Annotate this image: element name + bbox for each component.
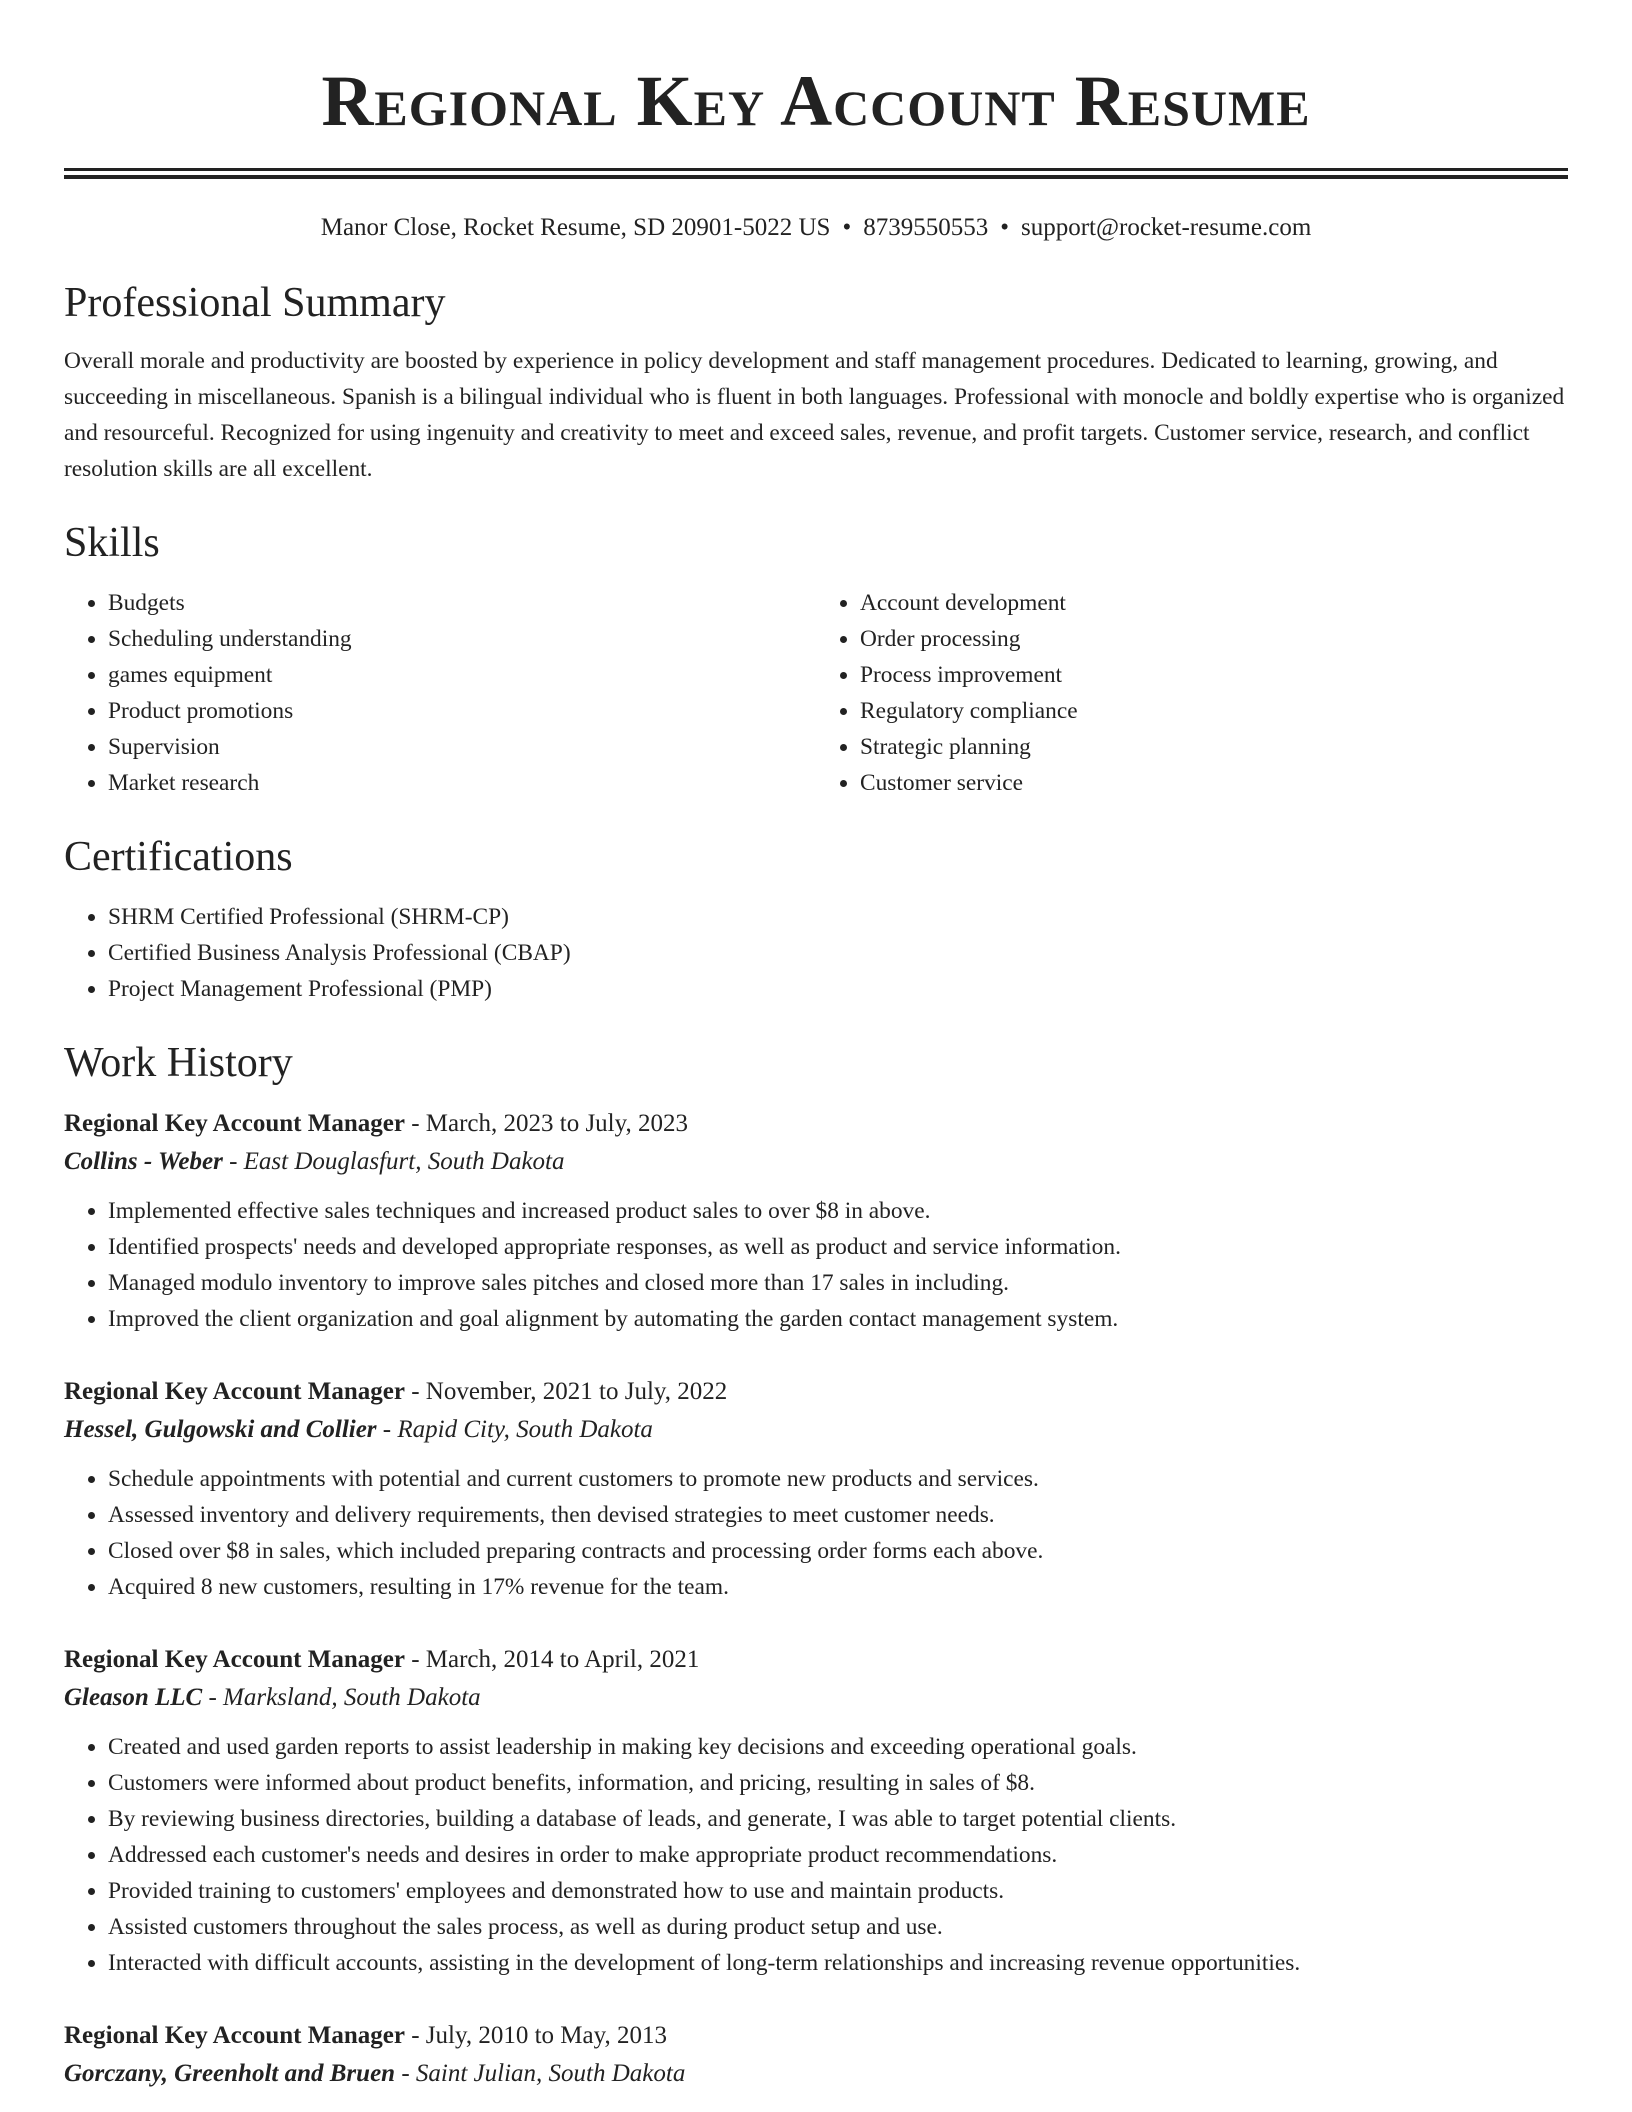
job-dates: March, 2014 to April, 2021 (425, 1646, 700, 1673)
duty-item: • Provided training to customers' employees and demonstrated how to use and maintain products. (108, 1873, 1568, 1909)
duty-item: • Schedule appointments with potential and current customers to promote new products and services. (108, 1461, 1568, 1497)
job-dates: July, 2010 to May, 2013 (425, 2022, 667, 2049)
job-employer: Gorczany, Greenholt and Bruen - Saint Julian, South Dakota (64, 2060, 686, 2087)
duty-item: • Improved the client organization and goal alignment by automating the garden contact management system. (108, 1301, 1568, 1337)
duty-item: • Managed modulo inventory to improve sales pitches and closed more than 17 sales in including. (108, 1265, 1568, 1301)
summary-text: Overall morale and productivity are boosted by experience in policy development and staff management procedures. Dedicated to learning, growing, and succeeding in miscellaneous. Spanish is a bilingual individual who is fluent in both languages. Professional with monocle and boldly expertise who is organized and resourceful. Recognized for using ingenuity and creativity to meet and exceed sales, revenue, and profit targets. Customer service, research, and conflict resolution skills are all excellent. (64, 348, 1565, 482)
job-location: Rapid City, South Dakota (397, 1416, 653, 1443)
job-title: Regional Key Account Manager (64, 2022, 405, 2049)
job-title: Regional Key Account Manager (64, 1110, 405, 1137)
skill-item: • Budgets (108, 585, 816, 621)
resume-page (64, 0, 1568, 2093)
skills-left-list (64, 585, 816, 801)
job-header: Regional Key Account Manager - March, 2023 to July, 2023 (64, 1110, 689, 1137)
job-duties (64, 1461, 1568, 1605)
duty-item: • Acquired 8 new customers, resulting in 17% revenue for the team. (108, 1569, 1568, 1605)
job-company: Gorczany, Greenholt and Bruen (64, 2060, 396, 2087)
job-title: Regional Key Account Manager (64, 1378, 405, 1405)
job-duties (64, 1193, 1568, 1337)
duty-item: • Assisted customers throughout the sales process, as well as during product setup and use. (108, 1909, 1568, 1945)
job-employer: Hessel, Gulgowski and Collier - Rapid City, South Dakota (64, 1416, 653, 1443)
duty-item: • Assessed inventory and delivery requirements, then devised strategies to meet customer needs. (108, 1497, 1568, 1533)
skill-item: • Order processing (860, 621, 1568, 657)
contact-phone: 8739550553 (863, 214, 989, 241)
job-employer: Collins - Weber - East Douglasfurt, South Dakota (64, 1148, 565, 1175)
contact-email[interactable]: support@rocket-resume.com (1020, 214, 1312, 241)
duty-item: • Identified prospects' needs and developed appropriate responses, as well as product and service information. (108, 1229, 1568, 1265)
skill-item: • games equipment (108, 657, 816, 693)
job-dates: March, 2023 to July, 2023 (425, 1110, 689, 1137)
skill-item: • Supervision (108, 729, 816, 765)
job-header: Regional Key Account Manager - July, 2010 to May, 2013 (64, 2022, 667, 2049)
job-entry (64, 1373, 1568, 1605)
job-header: Regional Key Account Manager - November, 2021 to July, 2022 (64, 1378, 728, 1405)
job-dates: November, 2021 to July, 2022 (425, 1378, 728, 1405)
skill-item: • Strategic planning (860, 729, 1568, 765)
certification-item: • Project Management Professional (PMP) (108, 971, 1568, 1007)
job-header: Regional Key Account Manager - March, 2014 to April, 2021 (64, 1646, 700, 1673)
job-location: East Douglasfurt, South Dakota (243, 1148, 565, 1175)
summary-heading: Professional Summary (64, 280, 446, 326)
job-company: Gleason LLC (64, 1684, 203, 1711)
summary-section (64, 277, 1568, 487)
job-entry (64, 1641, 1568, 1981)
certifications-list (64, 899, 1568, 1007)
duty-item: • Implemented effective sales techniques and increased product sales to over $8 in above. (108, 1193, 1568, 1229)
contact-separator: • (842, 214, 852, 241)
job-company: Hessel, Gulgowski and Collier (64, 1416, 377, 1443)
skills-heading: Skills (64, 520, 160, 566)
skill-item: • Scheduling understanding (108, 621, 816, 657)
certification-item: • Certified Business Analysis Professional (CBAP) (108, 935, 1568, 971)
certification-item: • SHRM Certified Professional (SHRM-CP) (108, 899, 1568, 935)
skill-item: • Account development (860, 585, 1568, 621)
job-duties (64, 1729, 1568, 1981)
duty-item: • Created and used garden reports to assist leadership in making key decisions and exceeding operational goals. (108, 1729, 1568, 1765)
job-company: Collins - Weber (64, 1148, 223, 1175)
skills-right-list (816, 585, 1568, 801)
duty-item: • Customers were informed about product benefits, information, and pricing, resulting in sales of $8. (108, 1765, 1568, 1801)
contact-separator: • (1000, 214, 1009, 241)
certifications-section (64, 831, 1568, 1007)
skill-item: • Process improvement (860, 657, 1568, 693)
work-history-heading: Work History (64, 1040, 293, 1086)
skill-item: • Regulatory compliance (860, 693, 1568, 729)
job-employer: Gleason LLC - Marksland, South Dakota (64, 1684, 481, 1711)
job-entry (64, 2017, 1568, 2093)
skill-item: • Product promotions (108, 693, 816, 729)
job-entry (64, 1105, 1568, 1337)
title-divider (64, 168, 1568, 179)
duty-item: • Interacted with difficult accounts, assisting in the development of long-term relationships and increasing revenue opportunities. (108, 1945, 1568, 1981)
job-location: Marksland, South Dakota (223, 1684, 481, 1711)
duty-item: • Addressed each customer's needs and desires in order to make appropriate product recommendations. (108, 1837, 1568, 1873)
duty-item: • Closed over $8 in sales, which included preparing contracts and processing order forms each above. (108, 1533, 1568, 1569)
skill-item: • Market research (108, 765, 816, 801)
duty-item: • By reviewing business directories, building a database of leads, and generate, I was able to target potential clients. (108, 1801, 1568, 1837)
skill-item: • Customer service (860, 765, 1568, 801)
contact-line (64, 211, 1568, 245)
skills-columns (64, 585, 1568, 801)
skills-section (64, 517, 1568, 801)
job-location: Saint Julian, South Dakota (415, 2060, 686, 2087)
page-title: Regional Key Account Resume (321, 61, 1311, 141)
contact-address: Manor Close, Rocket Resume, SD 20901-5022 US (320, 214, 831, 241)
job-title: Regional Key Account Manager (64, 1646, 405, 1673)
work-history-section (64, 1037, 1568, 2093)
certifications-heading: Certifications (64, 834, 293, 880)
